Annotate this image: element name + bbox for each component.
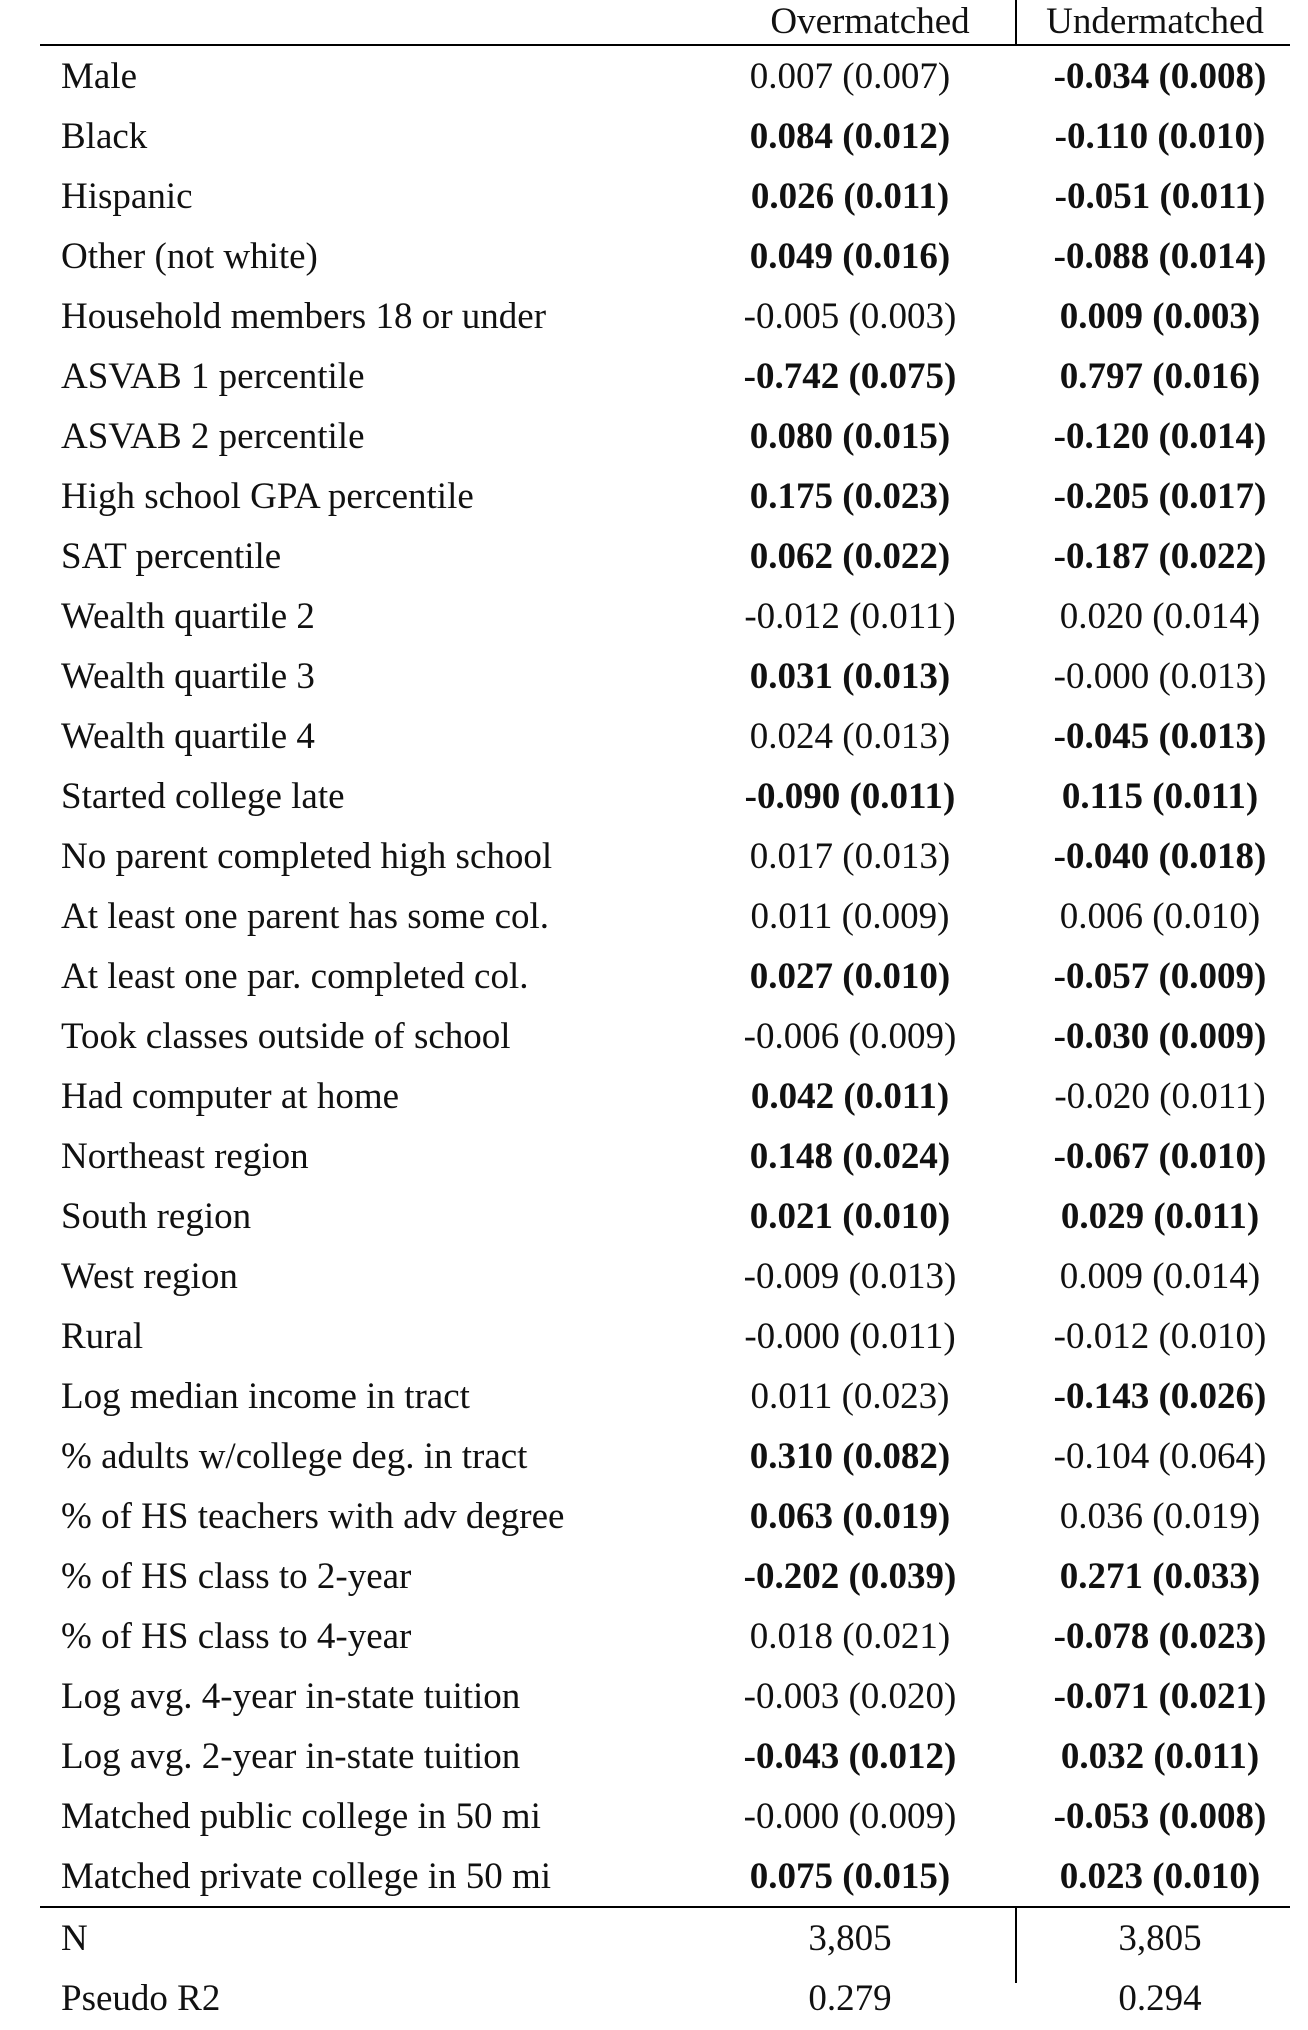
undermatched-coefficient: 0.797 (0.016) [1059,356,1261,397]
table-row [40,946,1290,1006]
overmatched-coefficient: 0.075 (0.015) [749,1856,951,1897]
table-row [40,886,1290,946]
overmatched-coefficient: 0.062 (0.022) [749,536,951,577]
undermatched-coefficient: -0.110 (0.010) [1054,116,1266,157]
overmatched-coefficient: 0.017 (0.013) [749,836,951,877]
undermatched-coefficient: -0.088 (0.014) [1053,236,1267,277]
row-label: ASVAB 1 percentile [61,356,365,397]
row-label: SAT percentile [61,536,282,577]
row-label: Log avg. 2-year in-state tuition [61,1736,521,1777]
row-label: Black [61,116,148,157]
row-label: Wealth quartile 2 [61,596,315,637]
overmatched-coefficient: 0.031 (0.013) [749,656,951,697]
overmatched-coefficient: 0.175 (0.023) [749,476,951,517]
table-row [40,106,1290,166]
undermatched-coefficient: -0.067 (0.010) [1053,1136,1267,1177]
overmatched-coefficient: -0.005 (0.003) [743,296,957,337]
table-row [40,1786,1290,1846]
overmatched-coefficient: -0.006 (0.009) [743,1016,957,1057]
overmatched-coefficient: 0.026 (0.011) [750,176,950,217]
overmatched-coefficient: 0.021 (0.010) [749,1196,951,1237]
row-label: No parent completed high school [61,836,553,877]
overmatched-coefficient: 0.049 (0.016) [749,236,951,277]
footer-row [40,1968,1290,2028]
row-label: High school GPA percentile [61,476,474,517]
overmatched-coefficient: 0.310 (0.082) [749,1436,951,1477]
overmatched-coefficient: -0.090 (0.011) [744,776,956,817]
footer-overmatched-value: 0.279 [808,1978,892,2019]
footer-row [40,1908,1290,1968]
table-row [40,166,1290,226]
footer-overmatched-value: 3,805 [808,1918,892,1959]
table-row [40,1426,1290,1486]
overmatched-coefficient: -0.202 (0.039) [743,1556,957,1597]
undermatched-coefficient: -0.012 (0.010) [1053,1316,1267,1357]
row-label: West region [61,1256,238,1297]
undermatched-coefficient: 0.006 (0.010) [1059,896,1261,937]
table-row [40,406,1290,466]
undermatched-coefficient: 0.009 (0.003) [1059,296,1261,337]
row-label: % of HS class to 4-year [61,1616,412,1657]
overmatched-coefficient: 0.018 (0.021) [749,1616,951,1657]
undermatched-coefficient: 0.023 (0.010) [1059,1856,1261,1897]
undermatched-coefficient: -0.104 (0.064) [1053,1436,1267,1477]
table-row [40,1006,1290,1066]
row-label: Wealth quartile 4 [61,716,315,757]
footer-undermatched-value: 0.294 [1118,1978,1202,2019]
table-row [40,286,1290,346]
overmatched-coefficient: 0.148 (0.024) [749,1136,951,1177]
table-row [40,1726,1290,1786]
undermatched-coefficient: -0.051 (0.011) [1054,176,1266,217]
undermatched-coefficient: -0.045 (0.013) [1053,716,1267,757]
footer-undermatched-value: 3,805 [1118,1918,1202,1959]
undermatched-coefficient: -0.053 (0.008) [1053,1796,1267,1837]
overmatched-coefficient: -0.003 (0.020) [743,1676,957,1717]
undermatched-coefficient: -0.205 (0.017) [1053,476,1267,517]
undermatched-coefficient: 0.271 (0.033) [1059,1556,1261,1597]
table-row [40,1066,1290,1126]
row-label: Had computer at home [61,1076,400,1117]
table-row [40,1246,1290,1306]
undermatched-coefficient: -0.187 (0.022) [1053,536,1267,577]
table-row [40,826,1290,886]
column-header-overmatched: Overmatched [770,1,970,42]
undermatched-coefficient: 0.036 (0.019) [1059,1496,1261,1537]
overmatched-coefficient: -0.742 (0.075) [743,356,957,397]
table-row [40,1486,1290,1546]
overmatched-coefficient: 0.080 (0.015) [749,416,951,457]
row-label: South region [61,1196,252,1237]
undermatched-coefficient: -0.143 (0.026) [1053,1376,1267,1417]
table-row [40,586,1290,646]
overmatched-coefficient: 0.084 (0.012) [749,116,951,157]
row-label: Northeast region [61,1136,309,1177]
undermatched-coefficient: 0.020 (0.014) [1059,596,1261,637]
table-row [40,1666,1290,1726]
row-label: Log median income in tract [61,1376,470,1417]
undermatched-coefficient: 0.009 (0.014) [1059,1256,1261,1297]
footer-label: Pseudo R2 [61,1978,221,2019]
row-label: Rural [61,1316,144,1357]
row-label: Hispanic [61,176,193,217]
table-row [40,526,1290,586]
table-row [40,1126,1290,1186]
overmatched-coefficient: 0.011 (0.009) [750,896,950,937]
undermatched-coefficient: -0.078 (0.023) [1053,1616,1267,1657]
overmatched-coefficient: 0.063 (0.019) [749,1496,951,1537]
table-footer [40,1908,1290,2028]
row-label: At least one parent has some col. [61,896,550,937]
row-label: Other (not white) [61,236,318,277]
table-row [40,226,1290,286]
column-divider [1015,0,1017,46]
row-label: Matched public college in 50 mi [61,1796,541,1837]
undermatched-coefficient: -0.030 (0.009) [1053,1016,1267,1057]
table-row [40,706,1290,766]
undermatched-coefficient: -0.034 (0.008) [1053,56,1267,97]
table-row [40,46,1290,106]
row-label: Matched private college in 50 mi [61,1856,552,1897]
overmatched-coefficient: -0.012 (0.011) [744,596,956,637]
undermatched-coefficient: -0.120 (0.014) [1053,416,1267,457]
row-label: Household members 18 or under [61,296,547,337]
undermatched-coefficient: -0.057 (0.009) [1053,956,1267,997]
undermatched-coefficient: 0.029 (0.011) [1060,1196,1260,1237]
row-label: Started college late [61,776,345,817]
table-row [40,646,1290,706]
table-row [40,1606,1290,1666]
overmatched-coefficient: 0.027 (0.010) [749,956,951,997]
table-row [40,766,1290,826]
row-label: Wealth quartile 3 [61,656,315,697]
overmatched-coefficient: 0.042 (0.011) [750,1076,950,1117]
row-label: % adults w/college deg. in tract [61,1436,528,1477]
undermatched-coefficient: -0.020 (0.011) [1054,1076,1266,1117]
overmatched-coefficient: -0.000 (0.011) [744,1316,956,1357]
row-label: ASVAB 2 percentile [61,416,365,457]
undermatched-coefficient: -0.040 (0.018) [1053,836,1267,877]
undermatched-coefficient: 0.115 (0.011) [1061,776,1259,817]
row-label: Took classes outside of school [61,1016,511,1057]
column-header-undermatched: Undermatched [1046,1,1264,42]
row-label: % of HS teachers with adv degree [61,1496,565,1537]
table-row [40,1306,1290,1366]
overmatched-coefficient: 0.007 (0.007) [749,56,951,97]
table-row [40,1846,1290,1906]
footer-label: N [61,1918,88,1959]
table-row [40,466,1290,526]
table-body [40,46,1290,1906]
table-row [40,1546,1290,1606]
overmatched-coefficient: -0.043 (0.012) [743,1736,957,1777]
table-row [40,1186,1290,1246]
table-row [40,346,1290,406]
row-label: Male [61,56,138,97]
undermatched-coefficient: -0.071 (0.021) [1053,1676,1267,1717]
undermatched-coefficient: 0.032 (0.011) [1060,1736,1260,1777]
overmatched-coefficient: 0.011 (0.023) [750,1376,950,1417]
row-label: At least one par. completed col. [61,956,529,997]
table-row [40,1366,1290,1426]
overmatched-coefficient: -0.000 (0.009) [743,1796,957,1837]
undermatched-coefficient: -0.000 (0.013) [1053,656,1267,697]
row-label: Log avg. 4-year in-state tuition [61,1676,521,1717]
overmatched-coefficient: 0.024 (0.013) [749,716,951,757]
overmatched-coefficient: -0.009 (0.013) [743,1256,957,1297]
row-label: % of HS class to 2-year [61,1556,412,1597]
